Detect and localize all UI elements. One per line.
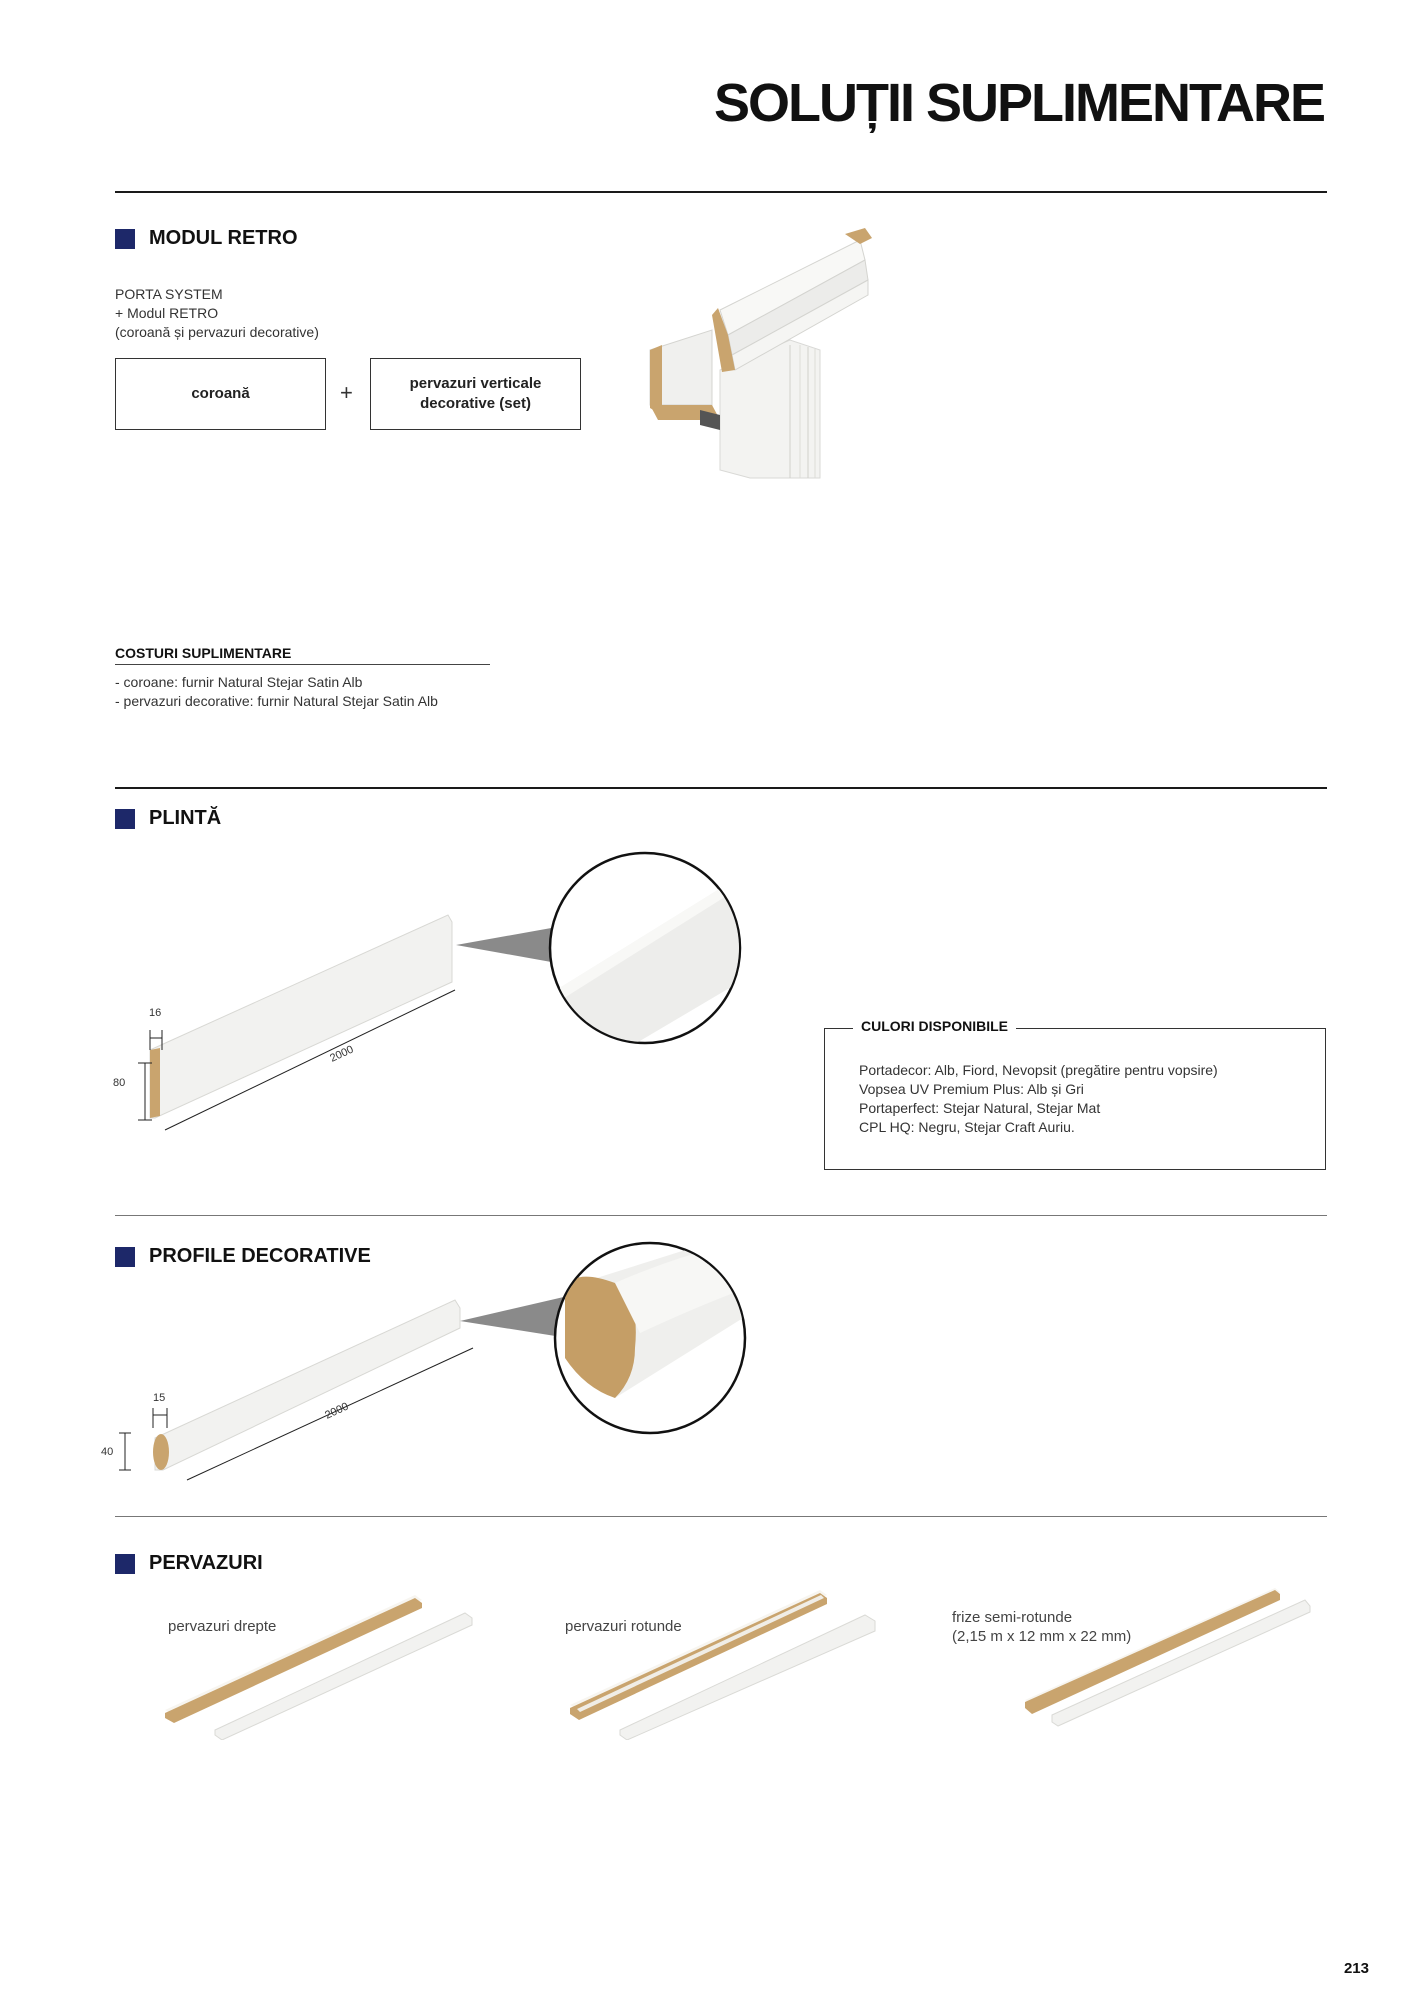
top-divider [115,191,1327,193]
pervazuri-drepte-image [160,1585,480,1740]
pervazuri-rotunde-image [565,1585,885,1740]
page-number: 213 [1343,1960,1369,1977]
costuri-suplimentare-heading: COSTURI SUPLIMENTARE [115,645,490,665]
section-bullet-icon [115,809,135,829]
section-title: PLINTĂ [149,807,222,829]
profile-height-dim: 40 [101,1446,114,1458]
coroana-box [115,358,326,430]
costuri-list [115,673,438,711]
plus-sign: + [340,380,353,405]
pervazuri-drepte-label: pervazuri drepte [168,1618,277,1635]
costuri-line: - coroane: furnir Natural Stejar Satin Alb [115,674,363,690]
section-title: PROFILE DECORATIVE [149,1245,371,1267]
plinta-length-dim: 2000 [328,1043,356,1065]
divider [115,1215,1327,1216]
culori-heading: CULORI DISPONIBILE [853,1018,1016,1034]
box2-line: pervazuri verticale [409,375,542,392]
culori-line: Portadecor: Alb, Fiord, Nevopsit (pregătire pentru vopsire) [859,1062,1218,1078]
section-modul-retro-heading [115,227,298,250]
pervazuri-decorative-box [370,358,581,430]
section-pervazuri-heading [115,1552,263,1575]
plinta-thickness-dim: 16 [149,1007,162,1019]
desc-line: + Modul RETRO [115,305,219,321]
profile-thickness-dim: 15 [153,1392,166,1404]
modul-retro-image [640,220,880,490]
profile-decorative-image [95,1238,785,1488]
desc-line: PORTA SYSTEM [115,286,223,302]
frize-semi-rotunde-image [1020,1580,1320,1730]
section-title: MODUL RETRO [149,227,298,249]
coroana-label: coroană [191,385,250,402]
plinta-image [100,850,790,1150]
plinta-height-dim: 80 [113,1077,126,1089]
divider [115,787,1327,789]
frize-label: frize semi-rotunde [952,1609,1073,1626]
section-plinta-heading [115,807,221,830]
profile-length-dim: 2000 [323,1400,351,1422]
culori-line: CPL HQ: Negru, Stejar Craft Auriu. [859,1119,1075,1135]
section-title: PERVAZURI [149,1552,263,1574]
culori-line: Portaperfect: Stejar Natural, Stejar Mat [859,1100,1101,1116]
desc-line: (coroană și pervazuri decorative) [115,324,319,340]
costuri-line: - pervazuri decorative: furnir Natural Stejar Satin Alb [115,693,438,709]
page-title: SOLUȚII SUPLIMENTARE [713,73,1324,133]
culori-disponibile-box [824,1018,1326,1170]
section-bullet-icon [115,229,135,249]
modul-retro-description [115,285,319,342]
pervazuri-rotunde-label: pervazuri rotunde [565,1618,682,1635]
section-bullet-icon [115,1554,135,1574]
divider [115,1516,1327,1517]
box2-line: decorative (set) [420,395,531,412]
culori-line: Vopsea UV Premium Plus: Alb și Gri [859,1081,1084,1097]
frize-dimensions: (2,15 m x 12 mm x 22 mm) [952,1628,1132,1645]
